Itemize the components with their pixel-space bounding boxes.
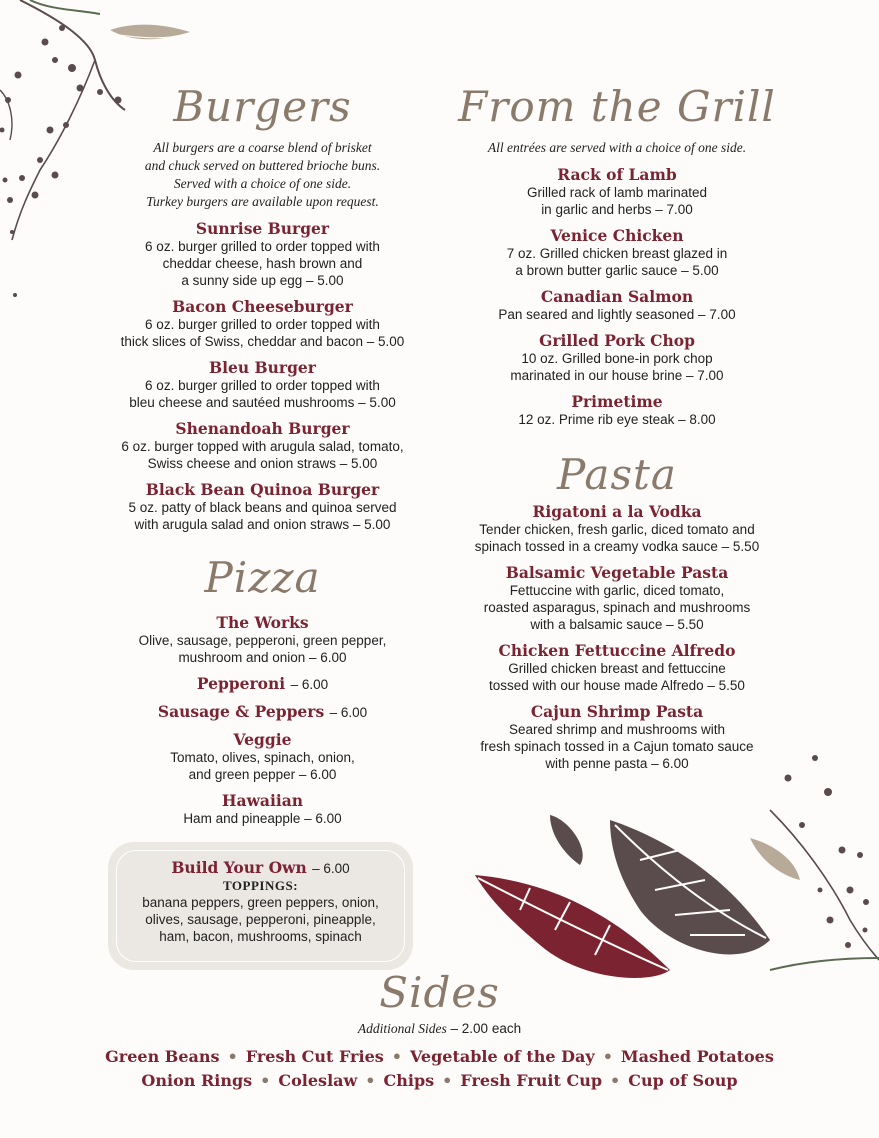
item-desc: Ham and pineapple – 6.00 [183, 811, 342, 826]
item-name: Pepperoni [196, 674, 286, 693]
side-item: Green Beans [105, 1047, 220, 1066]
item-desc: Seared shrimp and mushrooms with fresh spinach tossed in a Cajun tomato sauce with penne pasta – 6.00 [480, 722, 754, 771]
separator: • [365, 1071, 376, 1090]
item-name: Venice Chicken [550, 226, 684, 245]
grill-item [452, 392, 782, 428]
item-name: Sunrise Burger [195, 219, 330, 238]
grill-item [452, 226, 782, 279]
burger-item [90, 419, 435, 472]
side-item: Cup of Soup [628, 1071, 738, 1090]
pizza-title: Pizza [204, 553, 321, 602]
side-item: Onion Rings [141, 1071, 253, 1090]
item-desc: 6 oz. burger topped with arugula salad, tomato, Swiss cheese and onion straws – 5.00 [121, 439, 404, 471]
item-price: – 6.00 [290, 677, 329, 692]
pizza-item [90, 730, 435, 783]
item-desc: 10 oz. Grilled bone-in pork chop marinated in our house brine – 7.00 [510, 351, 724, 383]
item-name: Rigatoni a la Vodka [532, 502, 702, 521]
pizza-item [90, 702, 435, 722]
sides-note-price: – 2.00 each [450, 1021, 522, 1036]
pasta-item [452, 702, 782, 772]
side-item: Coleslaw [278, 1071, 358, 1090]
sides-note-label: Additional Sides [357, 1021, 447, 1036]
item-desc: 12 oz. Prime rib eye steak – 8.00 [518, 412, 716, 427]
burger-item [90, 297, 435, 350]
item-desc: Olive, sausage, pepperoni, green pepper, mushroom and onion – 6.00 [138, 633, 387, 665]
grill-item [452, 165, 782, 218]
item-desc: Tender chicken, fresh garlic, diced tomato and spinach tossed in a creamy vodka sauce – 5.50 [474, 522, 760, 554]
item-desc: Grilled chicken breast and fettuccine tossed with our house made Alfredo – 5.50 [489, 661, 745, 693]
side-item: Fresh Fruit Cup [460, 1071, 603, 1090]
grill-section [452, 139, 782, 428]
item-desc: Pan seared and lightly seasoned – 7.00 [498, 307, 736, 322]
byo-content [108, 842, 413, 945]
sides-title: Sides [379, 968, 500, 1017]
build-your-own-box [108, 842, 413, 970]
item-name: Bacon Cheeseburger [172, 297, 353, 316]
pizza-item [90, 791, 435, 827]
separator: • [391, 1047, 402, 1066]
separator: • [442, 1071, 453, 1090]
item-name-row [90, 674, 435, 694]
item-name: The Works [216, 613, 309, 632]
item-desc: 6 oz. burger grilled to order topped with bleu cheese and sautéed mushrooms – 5.00 [129, 378, 396, 410]
byo-name: Build Your Own [171, 858, 307, 877]
item-desc: Fettuccine with garlic, diced tomato, roasted asparagus, spinach and mushrooms with a balsamic sauce – 5.50 [483, 583, 751, 632]
side-item: Fresh Cut Fries [245, 1047, 384, 1066]
item-desc: Grilled rack of lamb marinated in garlic and herbs – 7.00 [526, 185, 708, 217]
item-name: Black Bean Quinoa Burger [145, 480, 380, 499]
toppings-label: TOPPINGS: [222, 878, 299, 893]
item-name: Grilled Pork Chop [539, 331, 695, 350]
grill-title: From the Grill [458, 82, 776, 131]
separator: • [227, 1047, 238, 1066]
item-name: Cajun Shrimp Pasta [530, 702, 704, 721]
item-desc: 6 oz. burger grilled to order topped with cheddar cheese, hash brown and a sunny side up egg – 5.00 [145, 239, 380, 288]
pasta-section [452, 494, 782, 772]
pasta-item [452, 502, 782, 555]
grill-item [452, 331, 782, 384]
burger-item [90, 480, 435, 533]
grill-item [452, 287, 782, 323]
pizza-item [90, 674, 435, 694]
toppings-list: banana peppers, green peppers, onion, olives, sausage, pepperoni, pineapple, ham, bacon, mushrooms, spinach [142, 895, 379, 944]
item-name: Canadian Salmon [540, 287, 694, 306]
item-name: Balsamic Vegetable Pasta [505, 563, 729, 582]
item-name: Primetime [571, 392, 663, 411]
side-item: Vegetable of the Day [409, 1047, 595, 1066]
item-name: Shenandoah Burger [175, 419, 350, 438]
separator: • [602, 1047, 613, 1066]
grill-intro: All entrées are served with a choice of one side. [487, 140, 747, 155]
item-name: Bleu Burger [209, 358, 316, 377]
item-name: Hawaiian [221, 791, 304, 810]
item-desc: 7 oz. Grilled chicken breast glazed in a brown butter garlic sauce – 5.00 [506, 246, 728, 278]
byo-name-row [108, 858, 413, 878]
sides-note [0, 1021, 879, 1037]
pasta-item [452, 563, 782, 633]
pizza-section [90, 605, 435, 827]
byo-price: – 6.00 [312, 861, 350, 876]
pizza-item [90, 613, 435, 666]
sides-row-2 [0, 1071, 879, 1090]
separator: • [260, 1071, 271, 1090]
side-item: Chips [383, 1071, 435, 1090]
item-desc: Tomato, olives, spinach, onion, and green pepper – 6.00 [170, 750, 355, 782]
item-name: Chicken Fettuccine Alfredo [498, 641, 736, 660]
pasta-title: Pasta [557, 450, 677, 499]
separator: • [610, 1071, 621, 1090]
item-name: Veggie [233, 730, 292, 749]
sides-row-1 [0, 1047, 879, 1066]
burger-item [90, 358, 435, 411]
burger-item [90, 219, 435, 289]
pasta-item [452, 641, 782, 694]
item-price: – 6.00 [329, 705, 368, 720]
burgers-section [90, 139, 435, 533]
item-desc: 5 oz. patty of black beans and quinoa served with arugula salad and onion straws – 5.00 [128, 500, 397, 532]
item-desc: 6 oz. burger grilled to order topped with thick slices of Swiss, cheddar and bacon – 5.00 [120, 317, 405, 349]
burgers-intro: All burgers are a coarse blend of brisket and chuck served on buttered brioche buns. Served with a choice of one side. Turkey burgers are available upon request. [144, 140, 381, 209]
item-name-row [90, 702, 435, 722]
item-name: Sausage & Peppers [157, 702, 325, 721]
side-item: Mashed Potatoes [620, 1047, 774, 1066]
item-name: Rack of Lamb [557, 165, 677, 184]
burgers-title: Burgers [173, 82, 352, 131]
